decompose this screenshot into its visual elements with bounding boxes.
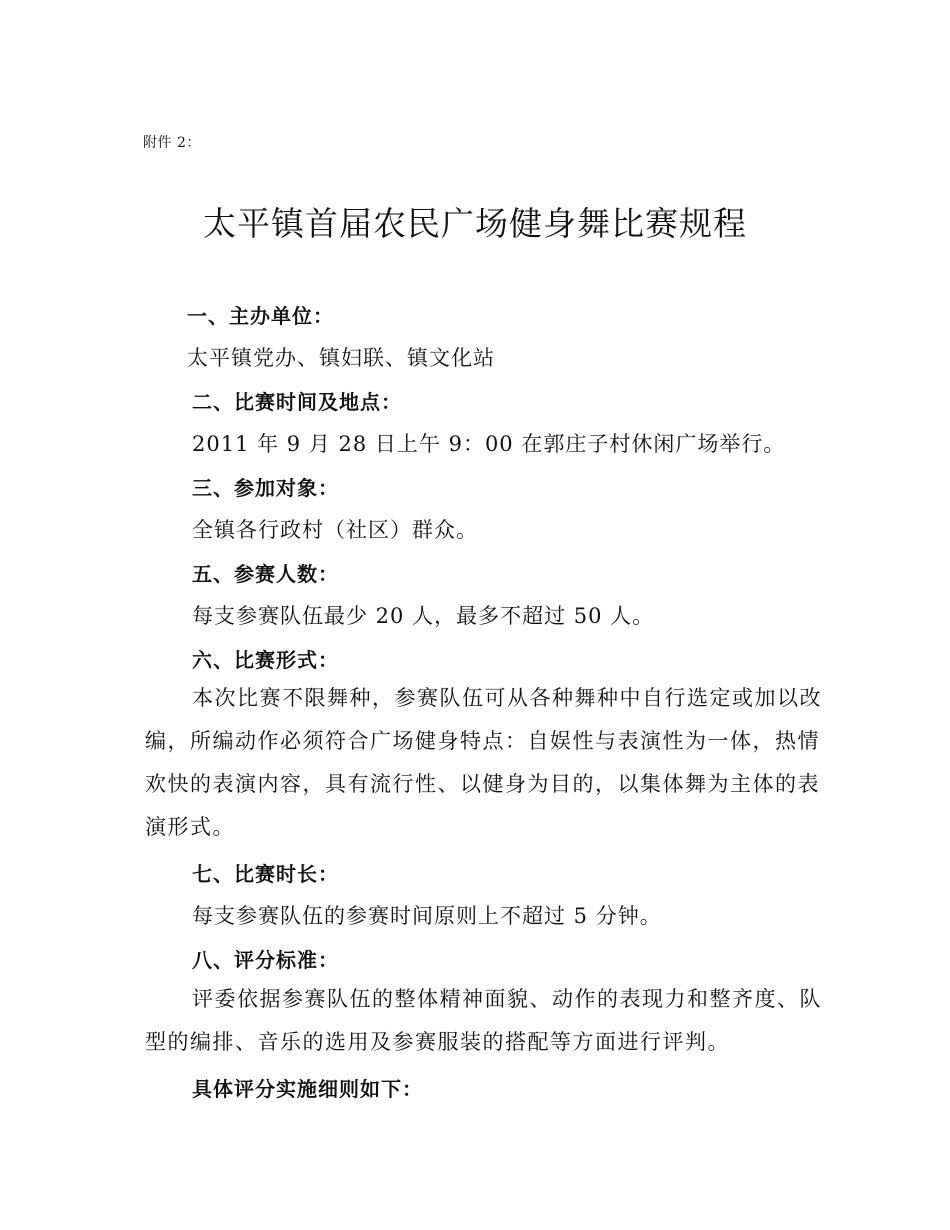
section-text-scoring: 评委依据参赛队伍的整体精神面貌、动作的表现力和整齐度、队型的编排、音乐的选用及参赛服装的搭配等方面进行评判。 [145,987,822,1054]
section-heading-scoring: 八、评分标准： [192,948,339,972]
section-text-time-place: 2011 年 9 月 28 日上午 9：00 在郭庄子村休闲广场举行。 [192,432,786,456]
details-heading: 具体评分实施细则如下： [192,1077,423,1101]
section-text-organizer: 太平镇党办、镇妇联、镇文化站 [187,346,495,370]
section-text-format: 本次比赛不限舞种，参赛队伍可从各种舞种中自行选定或加以改编，所编动作必须符合广场健身特点：自娱性与表演性为一体，热情欢快的表演内容，具有流行性、以健身为目的，以集体舞为主体的表演形式。 [145,686,822,839]
attachment-label: 附件 2： [143,135,201,151]
section-heading-participants: 三、参加对象： [192,476,339,500]
section-text-duration: 每支参赛队伍的参赛时间原则上不超过 5 分钟。 [192,904,662,928]
document-title: 太平镇首届农民广场健身舞比赛规程 [203,204,747,243]
section-heading-duration: 七、比赛时长： [192,862,339,886]
section-text-team-size: 每支参赛队伍最少 20 人，最多不超过 50 人。 [192,604,655,628]
section-heading-format: 六、比赛形式： [192,648,339,672]
section-text-participants: 全镇各行政村（社区）群众。 [192,518,478,542]
section-heading-organizer: 一、主办单位： [187,304,334,328]
section-heading-time-place: 二、比赛时间及地点： [192,390,402,414]
section-heading-team-size: 五、参赛人数： [192,562,339,586]
